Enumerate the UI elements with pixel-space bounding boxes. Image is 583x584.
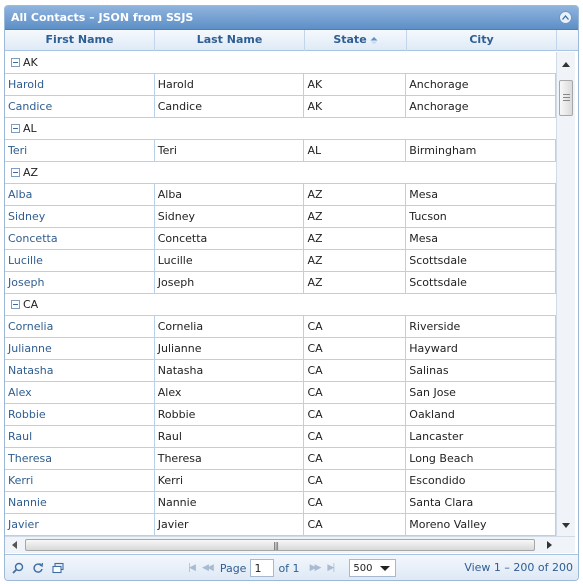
cell-city: Riverside xyxy=(406,316,556,337)
cell-first-name: Teri xyxy=(5,140,155,161)
table-row[interactable] xyxy=(5,470,556,492)
table-row[interactable] xyxy=(5,250,556,272)
scroll-right-arrow-icon[interactable] xyxy=(547,541,552,549)
table-row[interactable] xyxy=(5,316,556,338)
group-header-row[interactable] xyxy=(5,118,556,140)
cell-last-name: Kerri xyxy=(155,470,305,491)
table-row[interactable] xyxy=(5,272,556,294)
cell-last-name: Harold xyxy=(155,74,305,95)
collapse-grid-button[interactable] xyxy=(559,11,572,24)
chevron-up-icon xyxy=(562,15,569,20)
cell-state: CA xyxy=(304,404,406,425)
cell-first-name: Sidney xyxy=(5,206,155,227)
grid-body xyxy=(5,52,556,536)
cell-first-name: Concetta xyxy=(5,228,155,249)
search-icon[interactable] xyxy=(11,561,25,575)
cell-state: AK xyxy=(304,96,406,117)
refresh-icon[interactable] xyxy=(31,561,45,575)
cell-last-name: Javier xyxy=(155,514,305,535)
cell-state: CA xyxy=(304,470,406,491)
cell-first-name: Joseph xyxy=(5,272,155,293)
table-row[interactable] xyxy=(5,382,556,404)
grid-title: All Contacts – JSON from SSJS xyxy=(11,11,194,24)
table-row[interactable] xyxy=(5,514,556,536)
cell-last-name: Lucille xyxy=(155,250,305,271)
first-page-icon[interactable]: |◀ xyxy=(188,563,194,573)
cell-city: Scottsdale xyxy=(406,250,556,271)
cell-state: CA xyxy=(304,338,406,359)
table-row[interactable] xyxy=(5,426,556,448)
pager-controls xyxy=(188,559,396,577)
cell-state: AL xyxy=(304,140,406,161)
cell-state: CA xyxy=(304,360,406,381)
cell-first-name: Raul xyxy=(5,426,155,447)
cell-city: Hayward xyxy=(406,338,556,359)
group-header-row[interactable] xyxy=(5,294,556,316)
cell-first-name: Kerri xyxy=(5,470,155,491)
cell-last-name: Theresa xyxy=(155,448,305,469)
cell-last-name: Cornelia xyxy=(155,316,305,337)
cell-state: CA xyxy=(304,316,406,337)
cell-last-name: Robbie xyxy=(155,404,305,425)
horizontal-scrollbar[interactable] xyxy=(5,536,575,553)
column-header-city[interactable]: City xyxy=(407,30,557,51)
cell-last-name: Sidney xyxy=(155,206,305,227)
group-label: AK xyxy=(23,56,38,69)
cell-state: CA xyxy=(304,514,406,535)
table-row[interactable] xyxy=(5,448,556,470)
table-row[interactable] xyxy=(5,360,556,382)
page-label: Page xyxy=(219,561,247,575)
cell-first-name: Harold xyxy=(5,74,155,95)
collapse-group-icon[interactable] xyxy=(11,168,20,177)
vertical-scrollbar[interactable] xyxy=(556,52,575,536)
vertical-scroll-thumb[interactable] xyxy=(559,80,573,116)
cell-city: Escondido xyxy=(406,470,556,491)
table-row[interactable] xyxy=(5,338,556,360)
cell-last-name: Julianne xyxy=(155,338,305,359)
chevron-down-icon xyxy=(380,566,390,571)
cell-state: AZ xyxy=(304,184,406,205)
contacts-grid xyxy=(4,5,579,581)
column-header-row xyxy=(5,30,578,51)
cell-last-name: Candice xyxy=(155,96,305,117)
collapse-group-icon[interactable] xyxy=(11,58,20,67)
group-label: CA xyxy=(23,298,39,311)
cell-state: AZ xyxy=(304,250,406,271)
cell-city: Anchorage xyxy=(406,74,556,95)
cell-state: CA xyxy=(304,492,406,513)
cell-last-name: Alex xyxy=(155,382,305,403)
cell-last-name: Natasha xyxy=(155,360,305,381)
scroll-left-arrow-icon[interactable] xyxy=(12,541,17,549)
column-header-state[interactable]: State xyxy=(305,30,407,51)
cell-first-name: Nannie xyxy=(5,492,155,513)
table-row[interactable] xyxy=(5,228,556,250)
collapse-group-icon[interactable] xyxy=(11,300,20,309)
horizontal-scroll-thumb[interactable]: ||| xyxy=(25,539,535,551)
cell-last-name: Raul xyxy=(155,426,305,447)
cell-state: AZ xyxy=(304,272,406,293)
cell-city: Santa Clara xyxy=(406,492,556,513)
group-header-row[interactable] xyxy=(5,162,556,184)
cell-first-name: Javier xyxy=(5,514,155,535)
cell-first-name: Julianne xyxy=(5,338,155,359)
group-label: AL xyxy=(23,122,37,135)
cell-city: Lancaster xyxy=(406,426,556,447)
cell-city: Oakland xyxy=(406,404,556,425)
group-header-row[interactable] xyxy=(5,52,556,74)
cell-city: Long Beach xyxy=(406,448,556,469)
cell-state: CA xyxy=(304,382,406,403)
cell-first-name: Alex xyxy=(5,382,155,403)
cell-last-name: Joseph xyxy=(155,272,305,293)
next-page-icon[interactable]: ▶▶ xyxy=(309,563,320,573)
cell-last-name: Concetta xyxy=(155,228,305,249)
cell-first-name: Cornelia xyxy=(5,316,155,337)
cell-city: Tucson xyxy=(406,206,556,227)
cell-first-name: Robbie xyxy=(5,404,155,425)
columns-icon[interactable] xyxy=(51,561,65,575)
cell-city: San Jose xyxy=(406,382,556,403)
column-header-first-name[interactable]: First Name xyxy=(5,30,155,51)
cell-first-name: Candice xyxy=(5,96,155,117)
prev-page-icon[interactable]: ◀◀ xyxy=(201,563,212,573)
table-row[interactable] xyxy=(5,492,556,514)
grid-titlebar xyxy=(5,6,578,30)
cell-city: Mesa xyxy=(406,184,556,205)
rows-per-page-select[interactable]: 500 xyxy=(349,559,396,577)
table-row[interactable] xyxy=(5,140,556,162)
cell-first-name: Natasha xyxy=(5,360,155,381)
cell-last-name: Teri xyxy=(155,140,305,161)
cell-state: CA xyxy=(304,426,406,447)
column-header-last-name[interactable]: Last Name xyxy=(155,30,305,51)
cell-first-name: Lucille xyxy=(5,250,155,271)
page-number-input[interactable] xyxy=(250,559,274,577)
cell-state: AZ xyxy=(304,206,406,227)
table-row[interactable] xyxy=(5,206,556,228)
scroll-up-arrow-icon[interactable] xyxy=(562,62,570,67)
table-row[interactable] xyxy=(5,184,556,206)
cell-city: Birmingham xyxy=(406,140,556,161)
cell-first-name: Alba xyxy=(5,184,155,205)
cell-city: Anchorage xyxy=(406,96,556,117)
cell-city: Mesa xyxy=(406,228,556,249)
cell-state: CA xyxy=(304,448,406,469)
view-records-text: View 1 – 200 of 200 xyxy=(464,561,573,574)
cell-state: AK xyxy=(304,74,406,95)
cell-last-name: Alba xyxy=(155,184,305,205)
group-label: AZ xyxy=(23,166,39,179)
sort-ascending-icon xyxy=(370,36,378,44)
cell-first-name: Theresa xyxy=(5,448,155,469)
last-page-icon[interactable]: ▶| xyxy=(327,563,334,573)
table-row[interactable] xyxy=(5,74,556,96)
cell-city: Salinas xyxy=(406,360,556,381)
cell-city: Moreno Valley xyxy=(406,514,556,535)
page-count: of 1 xyxy=(278,561,300,575)
table-row[interactable] xyxy=(5,404,556,426)
table-row[interactable] xyxy=(5,96,556,118)
cell-last-name: Nannie xyxy=(155,492,305,513)
collapse-group-icon[interactable] xyxy=(11,124,20,133)
scroll-down-arrow-icon[interactable] xyxy=(562,523,570,528)
cell-state: AZ xyxy=(304,228,406,249)
pager-bar xyxy=(5,554,578,581)
cell-city: Scottsdale xyxy=(406,272,556,293)
